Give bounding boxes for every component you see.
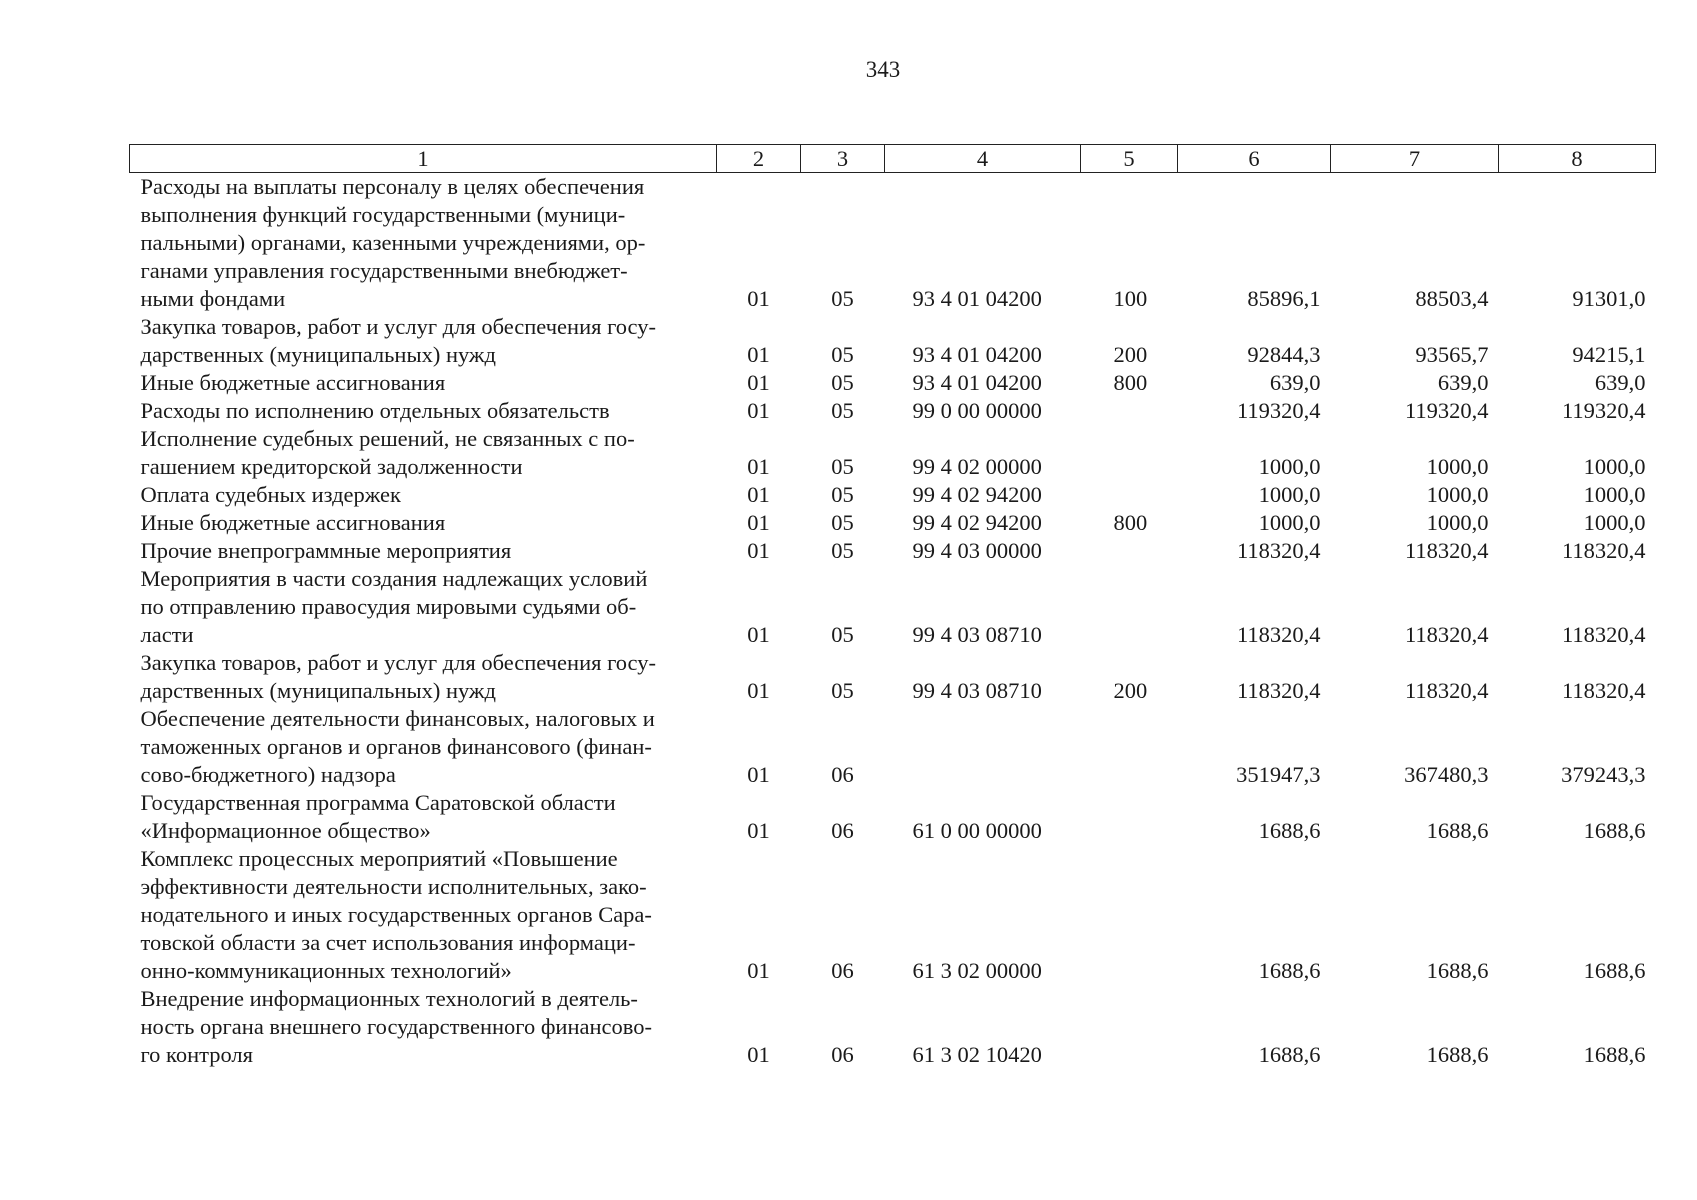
subsection-code: 05: [831, 538, 854, 563]
amount-year-3: 1688,6: [1583, 1042, 1646, 1067]
subsection-code: 05: [831, 482, 854, 507]
expense-type-code: [1081, 397, 1178, 425]
amount-year-3: 91301,0: [1572, 286, 1646, 311]
row-description: Исполнение судебных решений, не связанных с по- гашением кредиторской задолженности: [140, 426, 635, 479]
section-code: 01: [747, 622, 770, 647]
table-row: [130, 789, 1656, 845]
row-description: Иные бюджетные ассигнования: [140, 510, 446, 535]
target-item-code: 99 4 02 00000: [912, 454, 1042, 479]
expense-type-code: 200: [1113, 342, 1148, 367]
section-code: 01: [747, 370, 770, 395]
target-item-code: 99 4 03 00000: [912, 538, 1042, 563]
page-number: 343: [865, 57, 901, 82]
target-item-code: 61 0 00 00000: [912, 818, 1042, 843]
expense-type-code: [1081, 705, 1178, 789]
subsection-code: 05: [831, 510, 854, 535]
row-description: Оплата судебных издержек: [140, 482, 401, 507]
amount-year-2: 1000,0: [1426, 482, 1489, 507]
expense-type-code: 800: [1113, 510, 1148, 535]
amount-year-3: 118320,4: [1561, 678, 1646, 703]
expense-type-code: [1081, 537, 1178, 565]
table-row: [130, 705, 1656, 789]
target-item-code: 99 4 02 94200: [912, 482, 1042, 507]
table-row: [130, 565, 1656, 649]
table-row: [130, 845, 1656, 985]
amount-year-1: 1000,0: [1258, 510, 1321, 535]
expense-type-code: [1081, 425, 1178, 481]
subsection-code: 05: [831, 678, 854, 703]
section-code: 01: [747, 762, 770, 787]
amount-year-2: 93565,7: [1415, 342, 1489, 367]
column-header: 5: [1081, 145, 1178, 173]
row-description: Прочие внепрограммные мероприятия: [140, 538, 512, 563]
subsection-code: 06: [831, 1042, 854, 1067]
section-code: 01: [747, 398, 770, 423]
amount-year-3: 94215,1: [1572, 342, 1646, 367]
amount-year-2: 118320,4: [1404, 538, 1489, 563]
row-description: Закупка товаров, работ и услуг для обеспечения госу- дарственных (муниципальных) нужд: [140, 314, 656, 367]
amount-year-1: 118320,4: [1236, 622, 1321, 647]
subsection-code: 06: [831, 818, 854, 843]
amount-year-2: 118320,4: [1404, 622, 1489, 647]
amount-year-2: 1688,6: [1426, 1042, 1489, 1067]
expense-type-code: [1081, 985, 1178, 1069]
row-description: Закупка товаров, работ и услуг для обеспечения госу- дарственных (муниципальных) нужд: [140, 650, 656, 703]
amount-year-1: 1000,0: [1258, 454, 1321, 479]
row-description: Расходы на выплаты персоналу в целях обеспечения выполнения функций государственными (муници- пальными) органами, казенными учреждениями, ор- ганами управления государственными внебюджет- ными фондами: [140, 174, 646, 311]
subsection-code: 06: [831, 958, 854, 983]
amount-year-3: 1688,6: [1583, 958, 1646, 983]
table-row: [130, 537, 1656, 565]
subsection-code: 05: [831, 398, 854, 423]
target-item-code: 61 3 02 00000: [912, 958, 1042, 983]
expense-type-code: [1081, 845, 1178, 985]
row-description: Комплекс процессных мероприятий «Повышение эффективности деятельности исполнительных, зако- нодательного и иных государственных органов Сара- товской области за счет использования информаци- онно-коммуникационных технологий»: [140, 846, 652, 983]
amount-year-2: 1000,0: [1426, 510, 1489, 535]
row-description: Обеспечение деятельности финансовых, налоговых и таможенных органов и органов финансового (финан- сово-бюджетного) надзора: [140, 706, 655, 787]
amount-year-3: 118320,4: [1561, 538, 1646, 563]
amount-year-1: 1688,6: [1258, 958, 1321, 983]
amount-year-2: 118320,4: [1404, 678, 1489, 703]
table-header-row: [130, 145, 1656, 173]
target-item-code: 93 4 01 04200: [912, 370, 1042, 395]
row-description: Государственная программа Саратовской области «Информационное общество»: [140, 790, 616, 843]
column-header: 4: [885, 145, 1081, 173]
column-header: 7: [1331, 145, 1499, 173]
column-header: 8: [1499, 145, 1656, 173]
amount-year-2: 119320,4: [1404, 398, 1489, 423]
amount-year-1: 1688,6: [1258, 1042, 1321, 1067]
section-code: 01: [747, 678, 770, 703]
section-code: 01: [747, 454, 770, 479]
amount-year-2: 1688,6: [1426, 818, 1489, 843]
row-description: Внедрение информационных технологий в деятель- ность органа внешнего государственного финансово- го контроля: [140, 986, 652, 1067]
table-row: [130, 173, 1656, 314]
section-code: 01: [747, 510, 770, 535]
column-header: 1: [130, 145, 717, 173]
amount-year-3: 379243,3: [1561, 762, 1646, 787]
expense-type-code: 800: [1113, 370, 1148, 395]
column-header: 2: [717, 145, 801, 173]
amount-year-3: 1000,0: [1583, 482, 1646, 507]
section-code: 01: [747, 286, 770, 311]
amount-year-1: 85896,1: [1247, 286, 1321, 311]
amount-year-3: 118320,4: [1561, 622, 1646, 647]
target-item-code: 93 4 01 04200: [912, 342, 1042, 367]
target-item-code: 99 0 00 00000: [912, 398, 1042, 423]
section-code: 01: [747, 818, 770, 843]
column-header: 3: [801, 145, 885, 173]
expense-type-code: [1081, 481, 1178, 509]
amount-year-1: 1688,6: [1258, 818, 1321, 843]
target-item-code: 99 4 02 94200: [912, 510, 1042, 535]
amount-year-1: 118320,4: [1236, 538, 1321, 563]
target-item-code: 61 3 02 10420: [912, 1042, 1042, 1067]
amount-year-1: 639,0: [1269, 370, 1321, 395]
section-code: 01: [747, 1042, 770, 1067]
row-description: Расходы по исполнению отдельных обязательств: [140, 398, 610, 423]
table-row: [130, 313, 1656, 369]
amount-year-3: 1000,0: [1583, 510, 1646, 535]
subsection-code: 05: [831, 370, 854, 395]
subsection-code: 05: [831, 622, 854, 647]
expense-type-code: 100: [1113, 286, 1148, 311]
section-code: 01: [747, 538, 770, 563]
section-code: 01: [747, 342, 770, 367]
target-item-code: [885, 705, 1081, 789]
subsection-code: 06: [831, 762, 854, 787]
amount-year-1: 1000,0: [1258, 482, 1321, 507]
subsection-code: 05: [831, 454, 854, 479]
subsection-code: 05: [831, 286, 854, 311]
amount-year-2: 1688,6: [1426, 958, 1489, 983]
section-code: 01: [747, 958, 770, 983]
table-row: [130, 509, 1656, 537]
table-row: [130, 369, 1656, 397]
amount-year-3: 639,0: [1594, 370, 1646, 395]
amount-year-2: 367480,3: [1404, 762, 1489, 787]
amount-year-1: 119320,4: [1236, 398, 1321, 423]
table-row: [130, 481, 1656, 509]
amount-year-2: 1000,0: [1426, 454, 1489, 479]
row-description: Мероприятия в части создания надлежащих условий по отправлению правосудия мировыми судьями об- ласти: [140, 566, 648, 647]
target-item-code: 99 4 03 08710: [912, 622, 1042, 647]
section-code: 01: [747, 482, 770, 507]
amount-year-1: 351947,3: [1236, 762, 1321, 787]
amount-year-1: 118320,4: [1236, 678, 1321, 703]
budget-table: [129, 144, 1656, 1069]
subsection-code: 05: [831, 342, 854, 367]
target-item-code: 99 4 03 08710: [912, 678, 1042, 703]
amount-year-1: 92844,3: [1247, 342, 1321, 367]
table-body: [130, 173, 1656, 1070]
amount-year-2: 88503,4: [1415, 286, 1489, 311]
table-row: [130, 985, 1656, 1069]
table-row: [130, 425, 1656, 481]
target-item-code: 93 4 01 04200: [912, 286, 1042, 311]
table-row: [130, 397, 1656, 425]
amount-year-3: 119320,4: [1561, 398, 1646, 423]
amount-year-2: 639,0: [1437, 370, 1489, 395]
amount-year-3: 1688,6: [1583, 818, 1646, 843]
expense-type-code: [1081, 789, 1178, 845]
amount-year-3: 1000,0: [1583, 454, 1646, 479]
row-description: Иные бюджетные ассигнования: [140, 370, 446, 395]
expense-type-code: 200: [1113, 678, 1148, 703]
table-row: [130, 649, 1656, 705]
column-header: 6: [1178, 145, 1331, 173]
expense-type-code: [1081, 565, 1178, 649]
